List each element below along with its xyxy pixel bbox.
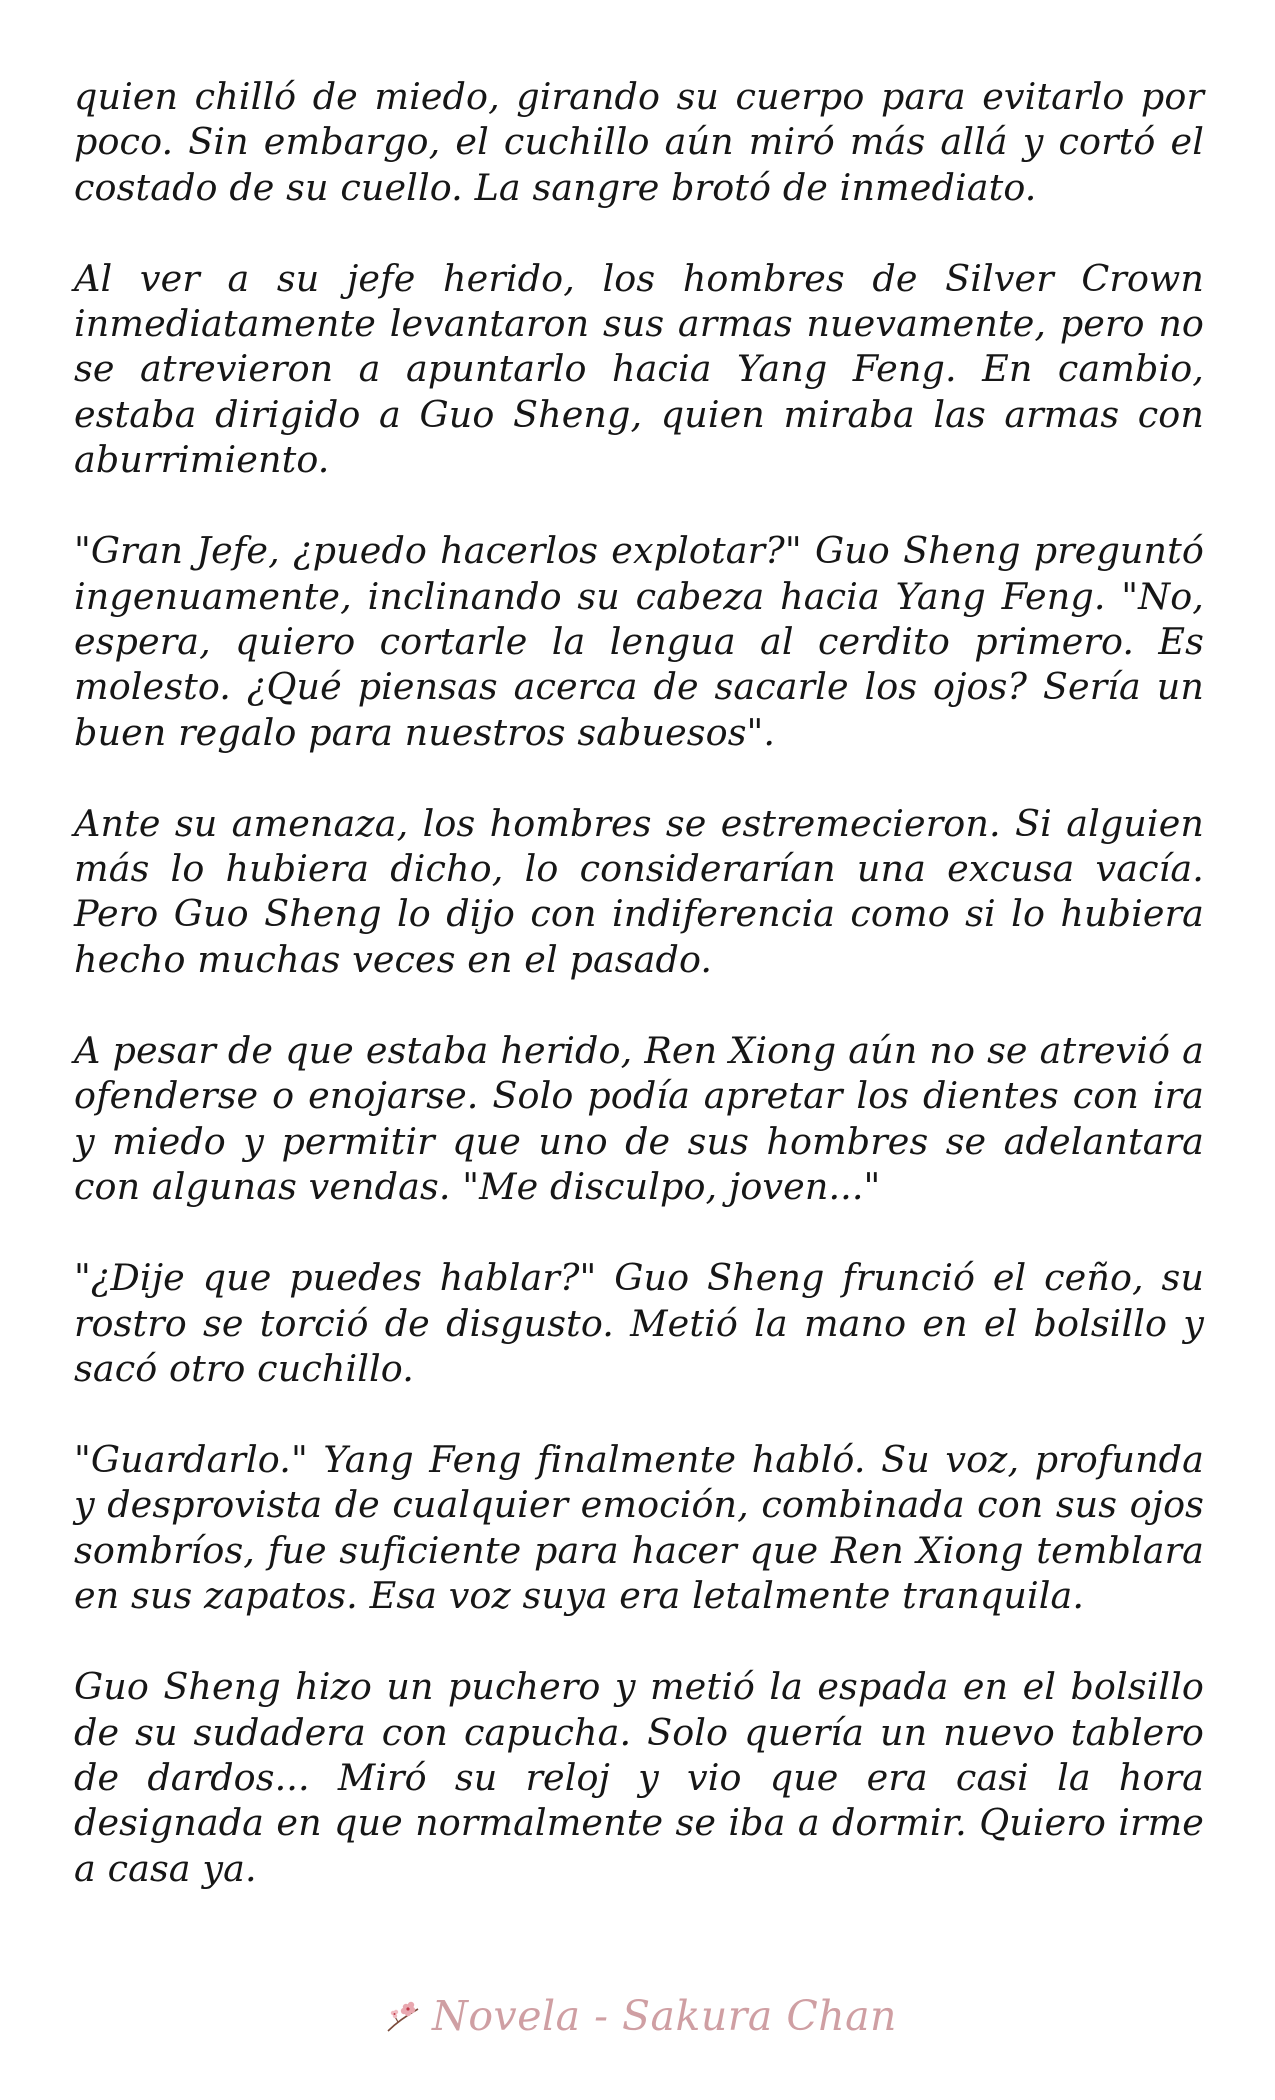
- paragraph: A pesar de que estaba herido, Ren Xiong aún no se atrevió a ofenderse o enojarse. Solo podía apretar los dientes con ira y miedo y permitir que uno de sus hombres se adelantara con algunas vendas. "Me disculpo, joven...": [74, 1029, 1204, 1208]
- watermark-text: Novela - Sakura Chan: [432, 1992, 897, 2040]
- paragraph: Guo Sheng hizo un puchero y metió la espada en el bolsillo de su sudadera con capucha. Solo quería un nuevo tablero de dardos... Miró su reloj y vio que era casi la hora designada en que normalmente se iba a dormir. Quiero irme a casa ya.: [74, 1665, 1204, 1890]
- paragraph: quien chilló de miedo, girando su cuerpo para evitarlo por poco. Sin embargo, el cuchillo aún miró más allá y cortó el costado de su cuello. La sangre brotó de inmediato.: [74, 75, 1204, 209]
- paragraph: "Guardarlo." Yang Feng finalmente habló. Su voz, profunda y desprovista de cualquier emoción, combinada con sus ojos sombríos, fue suficiente para hacer que Ren Xiong temblara en sus zapatos. Esa voz suya era letalmente tranquila.: [74, 1438, 1204, 1618]
- paragraph: Ante su amenaza, los hombres se estremecieron. Si alguien más lo hubiera dicho, lo considerarían una excusa vacía. Pero Guo Sheng lo dijo con indiferencia como si lo hubiera hecho muchas veces en el pasado.: [74, 801, 1204, 981]
- text-column: [74, 74, 1204, 1937]
- watermark: [384, 1988, 897, 2044]
- sakura-blossom-icon: [384, 1997, 422, 2035]
- paragraph: "¿Dije que puedes hablar?" Guo Sheng frunció el ceño, su rostro se torció de disgusto. Metió la mano en el bolsillo y sacó otro cuchillo.: [74, 1256, 1204, 1390]
- paragraph: "Gran Jefe, ¿puedo hacerlos explotar?" Guo Sheng preguntó ingenuamente, inclinando su cabeza hacia Yang Feng. "No, espera, quiero cortarle la lengua al cerdito primero. Es molesto. ¿Qué piensas acerca de sacarle los ojos? Sería un buen regalo para nuestros sabuesos".: [74, 529, 1204, 754]
- paragraph: Al ver a su jefe herido, los hombres de Silver Crown inmediatamente levantaron sus armas nuevamente, pero no se atrevieron a apuntarlo hacia Yang Feng. En cambio, estaba dirigido a Guo Sheng, quien miraba las armas con aburrimiento.: [74, 256, 1204, 482]
